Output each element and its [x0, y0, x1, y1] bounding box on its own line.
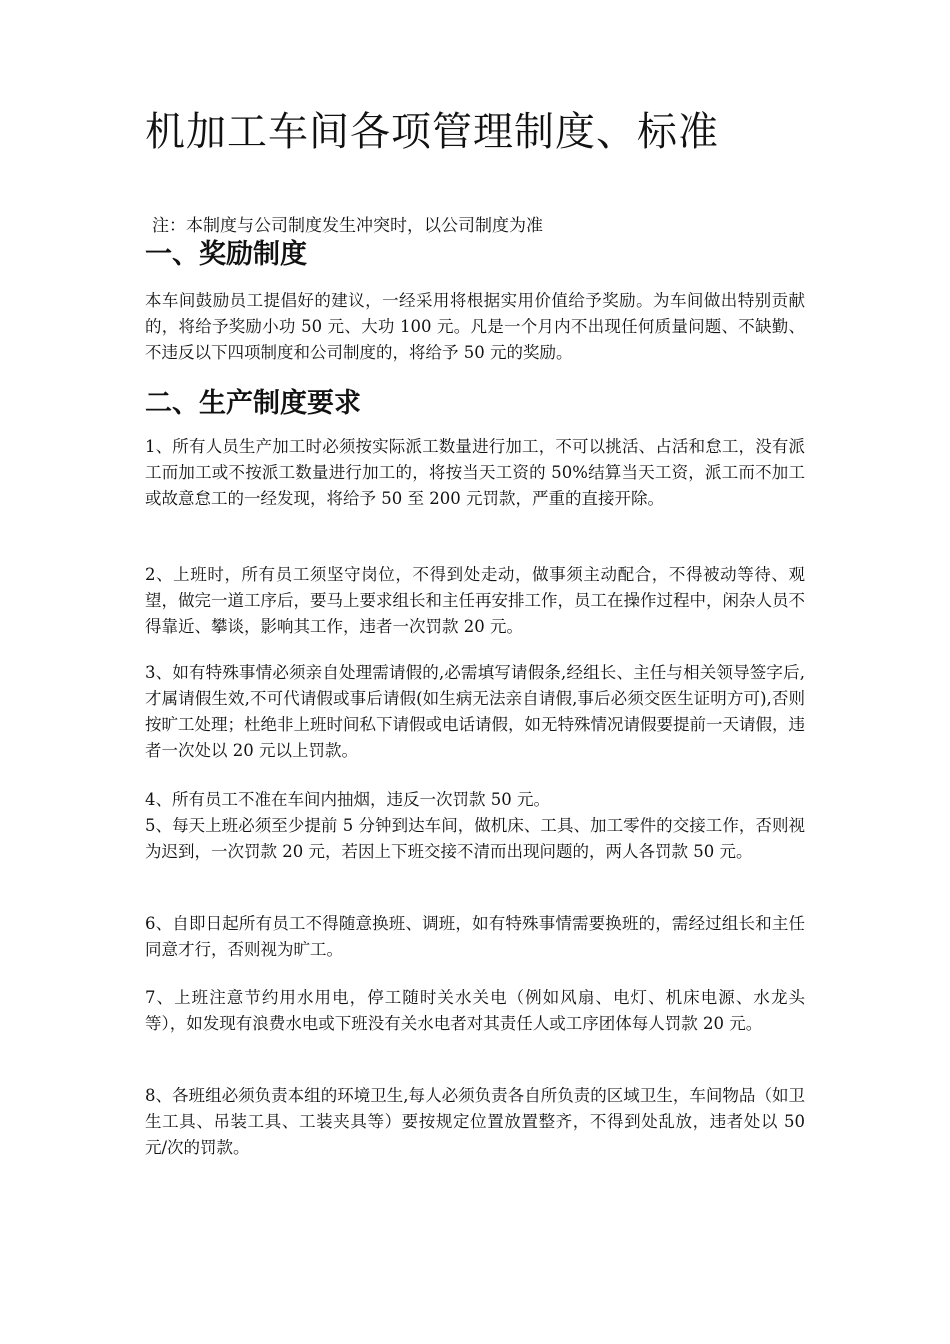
document-title: 机加工车间各项管理制度、标准	[145, 109, 719, 155]
section-heading-production-rules: 二、生产制度要求	[145, 388, 361, 419]
rule-item-5: 5、每天上班必须至少提前 5 分钟到达车间，做机床、工具、加工零件的交接工作，否则视为迟到，一次罚款 20 元，若因上下班交接不清而出现问题的，两人各罚款 50 元。	[145, 816, 805, 861]
rule-item-4: 4、所有员工不准在车间内抽烟，违反一次罚款 50 元。	[145, 790, 550, 809]
rule-item-2: 2、上班时，所有员工须坚守岗位，不得到处走动，做事须主动配合，不得被动等待、观望，做完一道工序后，要马上要求组长和主任再安排工作，员工在操作过程中，闲杂人员不得靠近、攀谈，影响其工作，违者一次罚款 20 元。	[145, 565, 805, 636]
rule-item-8: 8、各班组必须负责本组的环境卫生,每人必须负责各自所负责的区域卫生，车间物品（如卫生工具、吊装工具、工装夹具等）要按规定位置放置整齐，不得到处乱放，违者处以 50 元/次的罚款。	[145, 1086, 805, 1157]
section-heading-rewards: 一、奖励制度	[145, 239, 307, 270]
rule-item-1: 1、所有人员生产加工时必须按实际派工数量进行加工，不可以挑活、占活和怠工，没有派工而加工或不按派工数量进行加工的，将按当天工资的 50%结算当天工资，派工而不加工或故意怠工的一经发现，将给予 50 至 200 元罚款，严重的直接开除。	[145, 437, 805, 508]
rule-item-6: 6、自即日起所有员工不得随意换班、调班，如有特殊事情需要换班的，需经过组长和主任同意才行，否则视为旷工。	[145, 914, 805, 959]
rewards-paragraph: 本车间鼓励员工提倡好的建议，一经采用将根据实用价值给予奖励。为车间做出特别贡献的，将给予奖励小功 50 元、大功 100 元。凡是一个月内不出现任何质量问题、不缺勤、不违反以下四项制度和公司制度的，将给予 50 元的奖励。	[145, 291, 805, 362]
rule-item-7: 7、上班注意节约用水用电，停工随时关水关电（例如风扇、电灯、机床电源、水龙头等），如发现有浪费水电或下班没有关水电者对其责任人或工序团体每人罚款 20 元。	[145, 988, 805, 1033]
rule-item-3: 3、如有特殊事情必须亲自处理需请假的,必需填写请假条,经组长、主任与相关领导签字后,才属请假生效,不可代请假或事后请假(如生病无法亲自请假,事后必须交医生证明方可),否则按旷工处理；杜绝非上班时间私下请假或电话请假，如无特殊情况请假要提前一天请假，违者一次处以 20 元以上罚款。	[145, 663, 805, 760]
document-note: 注：本制度与公司制度发生冲突时，以公司制度为准	[152, 216, 543, 236]
